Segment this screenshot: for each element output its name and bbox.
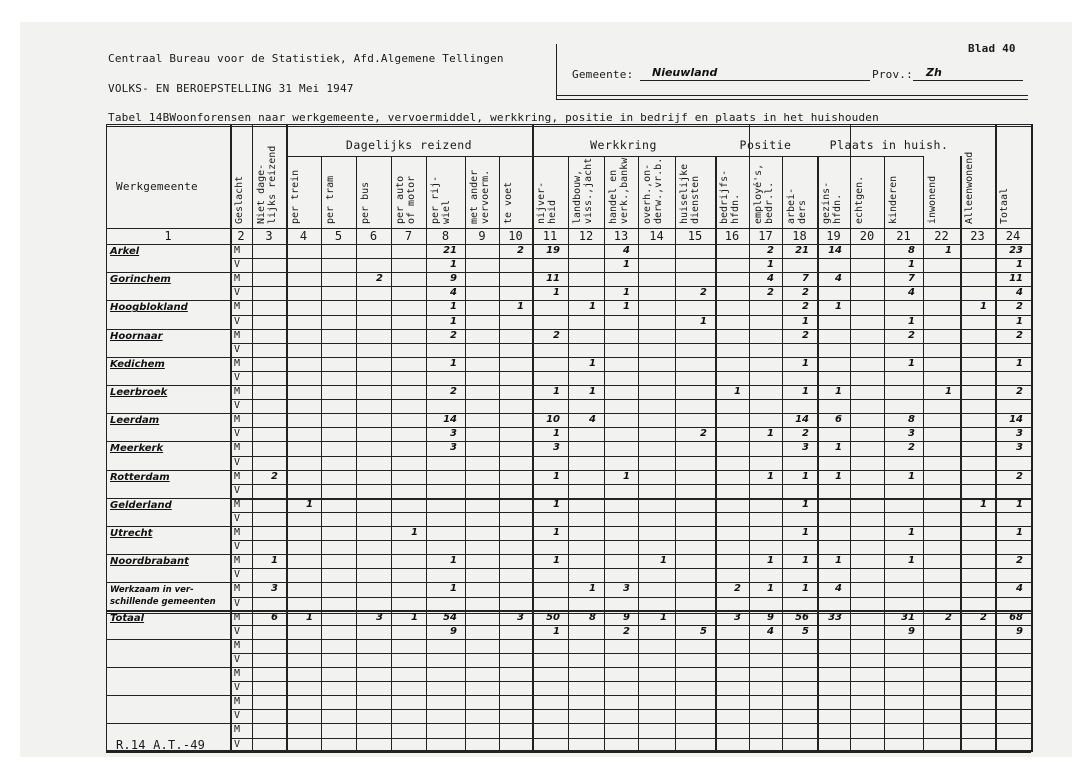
column-number: 2 [237, 229, 245, 243]
column-number: 13 [613, 229, 629, 243]
cell-value: 56 [795, 611, 809, 623]
column-divider [230, 124, 232, 752]
sex-label: V [234, 456, 241, 468]
row-line [230, 484, 1031, 485]
sex-label: V [234, 710, 241, 722]
cell-value: 4 [767, 625, 774, 637]
cell-value: 68 [1009, 611, 1023, 623]
cell-value: 8 [908, 245, 915, 256]
cell-value: 1 [660, 611, 667, 623]
cell-value: 9 [623, 611, 630, 623]
column-header-20: echtgen. [854, 175, 865, 224]
bureau-heading: Centraal Bureau voor de Statistiek, Afd.Algemene Tellingen [108, 52, 504, 65]
cell-value: 2 [450, 329, 457, 341]
cell-value: 1 [802, 527, 809, 538]
sex-label: M [234, 555, 241, 567]
cell-value: 21 [443, 245, 457, 256]
cell-value: 1 [835, 301, 842, 313]
grid-line [286, 156, 731, 157]
census-sheet [20, 22, 1072, 757]
column-divider [675, 156, 676, 752]
column-header-11: nijver- heid [536, 181, 558, 224]
cell-value: 2 [980, 611, 987, 623]
column-number: 12 [578, 229, 594, 243]
column-header-19: gezins- hfdn. [821, 181, 843, 224]
sex-label: M [234, 639, 241, 651]
place-name: Meerkerk [110, 443, 164, 455]
cell-value: 1 [553, 527, 560, 538]
cell-value: 9 [767, 611, 774, 623]
column-header-4: per trein [290, 169, 301, 224]
column-number: 22 [934, 229, 949, 243]
sex-label: V [234, 259, 241, 271]
cell-value: 1 [623, 287, 630, 299]
cell-value: 1 [734, 386, 741, 397]
cell-value: 2 [1016, 301, 1023, 313]
column-divider [391, 156, 392, 752]
row-line [230, 597, 1031, 598]
column-header-17: employé's, bedr.l. [753, 163, 775, 224]
column-number: 1 [164, 229, 172, 243]
prov-label: Prov.: [872, 68, 913, 81]
sex-label: M [234, 245, 241, 256]
cell-value: 3 [553, 442, 560, 454]
grid-line [106, 126, 1031, 127]
cell-value: 1 [802, 386, 809, 397]
cell-value: 3 [623, 583, 630, 595]
cell-value: 14 [443, 414, 457, 426]
column-number: 14 [649, 229, 664, 243]
group-plaats: Plaats in huish. [829, 138, 949, 152]
column-number: 9 [478, 229, 486, 243]
cell-value: 3 [1016, 428, 1023, 440]
cell-value: 1 [767, 583, 774, 595]
cell-value: 1 [767, 428, 774, 440]
column-divider [356, 156, 357, 752]
sex-label: V [234, 597, 241, 609]
cell-value: 9 [1016, 625, 1023, 637]
cell-value: 2 [517, 245, 524, 256]
row-line [230, 371, 1031, 372]
column-number: 10 [508, 229, 523, 243]
sex-label: M [234, 498, 241, 510]
cell-value: 1 [1016, 498, 1023, 510]
cell-value: 1 [450, 555, 457, 567]
sex-label: V [234, 400, 241, 412]
cell-value: 1 [271, 555, 278, 567]
cell-value: 1 [589, 386, 596, 397]
place-name: Hoogblokland [110, 302, 188, 314]
prov-value: Zh [926, 66, 942, 79]
cell-value: 1 [623, 259, 630, 271]
row-line [230, 653, 1031, 654]
sex-label: V [234, 428, 241, 440]
cell-value: 2 [734, 583, 741, 595]
column-divider [252, 124, 253, 752]
column-header-21: kinderen [888, 175, 899, 224]
column-number: 4 [299, 229, 308, 243]
column-header-22: inwonend [927, 175, 938, 224]
cell-value: 1 [553, 428, 560, 440]
cell-value: 3 [376, 611, 383, 623]
cell-value: 1 [411, 527, 418, 538]
cell-value: 2 [908, 442, 915, 454]
sex-label: V [234, 625, 241, 637]
cell-value: 2 [802, 301, 809, 313]
cell-value: 54 [443, 611, 457, 623]
cell-value: 2 [1016, 386, 1023, 397]
row-line [230, 568, 1031, 569]
row-line [106, 667, 1031, 668]
cell-value: 14 [1009, 414, 1023, 426]
cell-value: 1 [553, 470, 560, 482]
cell-value: 4 [767, 273, 774, 285]
cell-value: 2 [802, 287, 809, 299]
section-divider [230, 498, 1031, 500]
cell-value: 9 [450, 273, 457, 285]
column-divider [106, 124, 107, 752]
werkgemeente-header: Werkgemeente [116, 180, 198, 193]
column-header-13: handel en verk.,bankw [608, 157, 630, 224]
cell-value: 8 [908, 414, 915, 426]
cell-value: 2 [1016, 555, 1023, 567]
cell-value: 1 [802, 357, 809, 369]
cell-value: 1 [306, 498, 313, 510]
column-header-9: met ander vervoerm. [469, 169, 491, 224]
cell-value: 1 [802, 555, 809, 567]
column-divider [850, 124, 851, 752]
cell-value: 1 [908, 315, 915, 327]
cell-value: 1 [908, 555, 915, 567]
column-header-6: per bus [360, 181, 371, 224]
cell-value: 6 [835, 414, 842, 426]
cell-value: 4 [589, 414, 596, 426]
row-line [230, 738, 1031, 739]
column-divider [568, 156, 569, 752]
cell-value: 1 [945, 386, 952, 397]
row-line [230, 709, 1031, 710]
sex-label: M [234, 611, 241, 623]
sex-label: M [234, 583, 241, 595]
cell-value: 1 [450, 357, 457, 369]
place-name: Arkel [110, 246, 140, 257]
cell-value: 1 [450, 583, 457, 595]
cell-value: 1 [1016, 315, 1023, 327]
cell-value: 2 [802, 428, 809, 440]
cell-value: 4 [908, 287, 915, 299]
place-name: Noordbrabant [110, 556, 189, 568]
place-name: Gorinchem [110, 274, 171, 286]
sex-label: M [234, 470, 241, 482]
column-header-18: arbei- ders [786, 187, 808, 224]
place-name: Leerbroek [110, 387, 168, 398]
cell-value: 11 [1009, 273, 1023, 285]
cell-value: 33 [828, 611, 842, 623]
column-divider [465, 156, 466, 752]
column-number: 17 [758, 229, 773, 243]
cell-value: 1 [908, 470, 915, 482]
census-heading: VOLKS- EN BEROEPSTELLING 31 Mei 1947 [108, 82, 354, 95]
cell-value: 19 [546, 245, 560, 256]
sex-label: M [234, 724, 241, 736]
cell-value: 9 [450, 625, 457, 637]
cell-value: 1 [945, 245, 952, 256]
cell-value: 1 [553, 386, 560, 397]
cell-value: 1 [553, 555, 560, 567]
cell-value: 1 [802, 498, 809, 510]
cell-value: 1 [589, 583, 596, 595]
cell-value: 2 [376, 273, 383, 285]
cell-value: 1 [623, 301, 630, 313]
cell-value: 21 [795, 245, 809, 256]
sex-label: M [234, 527, 241, 538]
cell-value: 1 [1016, 357, 1023, 369]
cell-value: 1 [980, 301, 987, 313]
row-line [230, 512, 1031, 513]
sex-label: V [234, 371, 241, 383]
column-header-3: Niet dage- lijks reizend [256, 145, 278, 224]
column-number: 24 [1005, 229, 1021, 243]
sex-label: V [234, 343, 241, 355]
sex-label: V [234, 682, 241, 694]
cell-value: 1 [802, 315, 809, 327]
row-line [230, 399, 1031, 400]
cell-value: 1 [802, 583, 809, 595]
column-number: 8 [441, 229, 450, 243]
cell-value: 1 [553, 287, 560, 299]
cell-value: 31 [901, 611, 915, 623]
cell-value: 1 [1016, 259, 1023, 271]
cell-value: 4 [450, 287, 457, 299]
column-number: 3 [265, 229, 273, 243]
cell-value: 9 [908, 625, 915, 637]
cell-value: 7 [802, 273, 809, 285]
cell-value: 10 [546, 414, 560, 426]
cell-value: 3 [450, 428, 457, 440]
grid-line [106, 124, 1031, 125]
row-line [106, 639, 1031, 640]
column-number: 21 [896, 229, 911, 243]
sex-label: M [234, 273, 241, 285]
place-name: Werkzaam in ver- schillende gemeenten [110, 585, 216, 608]
cell-value: 2 [802, 329, 809, 341]
sex-label: V [234, 484, 241, 496]
column-number: 11 [542, 229, 558, 243]
row-line [106, 695, 1031, 696]
column-number: 20 [859, 229, 875, 243]
cell-value: 1 [767, 259, 774, 271]
cell-value: 1 [802, 470, 809, 482]
cell-value: 4 [835, 273, 842, 285]
sex-label: V [234, 315, 241, 327]
column-header-16: bedrijfs- hfdn. [719, 169, 741, 224]
cell-value: 1 [306, 611, 313, 623]
sex-label: M [234, 329, 241, 341]
column-header-14: overh.,on- derw.,vr.b. [642, 157, 664, 224]
sex-label: V [234, 287, 241, 299]
cell-value: 3 [271, 583, 278, 595]
cell-value: 3 [1016, 442, 1023, 454]
table-title: Tabel 14BWoonforensen naar werkgemeente, vervoermiddel, werkkring, positie in bedrijf en plaats in het huishouden [108, 111, 879, 124]
cell-value: 3 [450, 442, 457, 454]
place-name: Rotterdam [110, 471, 170, 483]
column-header-10: te voet [503, 181, 514, 224]
cell-value: 2 [767, 245, 774, 256]
group-positie: Positie [739, 138, 792, 152]
column-header-23: Alleenwonend [964, 151, 975, 224]
cell-value: 3 [802, 442, 809, 454]
gemeente-value: Nieuwland [652, 66, 718, 79]
column-number: 15 [687, 229, 703, 243]
group-werkkring: Werkkring [590, 138, 657, 152]
cell-value: 1 [623, 470, 630, 482]
cell-value: 1 [589, 301, 596, 313]
cell-value: 4 [835, 583, 842, 595]
cell-value: 1 [908, 527, 915, 538]
cell-value: 2 [450, 386, 457, 397]
column-divider [1031, 124, 1033, 752]
cell-value: 1 [835, 470, 842, 482]
cell-value: 50 [546, 611, 560, 623]
cell-value: 14 [795, 414, 809, 426]
sex-label: V [234, 653, 241, 665]
column-number: 7 [404, 229, 413, 243]
cell-value: 3 [734, 611, 741, 623]
cell-value: 2 [700, 428, 707, 440]
cell-value: 2 [553, 329, 560, 341]
cell-value: 14 [828, 245, 842, 256]
cell-value: 1 [1016, 527, 1023, 538]
cell-value: 1 [908, 357, 915, 369]
cell-value: 1 [835, 442, 842, 454]
gemeente-label: Gemeente: [572, 68, 634, 81]
grid-line [715, 156, 923, 157]
cell-value: 2 [1016, 329, 1023, 341]
cell-value: 1 [517, 301, 524, 313]
column-divider [321, 156, 322, 752]
row-line [230, 343, 1031, 344]
cell-value: 1 [835, 555, 842, 567]
cell-value: 4 [1016, 287, 1023, 299]
column-divider [715, 156, 717, 752]
place-name: Gelderland [110, 499, 172, 511]
column-header-5: per tram [325, 175, 336, 224]
column-number: 6 [369, 229, 378, 243]
column-header-12: landbouw, viss.,jacht [572, 157, 594, 224]
cell-value: 1 [450, 301, 457, 313]
cell-value: 11 [546, 273, 560, 285]
cell-value: 5 [700, 625, 707, 637]
column-number: 19 [826, 229, 841, 243]
column-number: 23 [970, 229, 985, 243]
cell-value: 7 [908, 273, 915, 285]
place-name: Totaal [110, 612, 145, 624]
sex-label: V [234, 569, 241, 581]
sex-label: V [234, 512, 241, 524]
row-line [106, 752, 1031, 753]
cell-value: 2 [908, 329, 915, 341]
place-name: Leerdam [110, 415, 160, 427]
sex-label: M [234, 301, 241, 313]
sex-label: M [234, 668, 241, 679]
sex-label: M [234, 442, 241, 454]
cell-value: 1 [411, 611, 418, 623]
cell-value: 2 [623, 625, 630, 637]
column-header-8: per rij- wiel [430, 175, 452, 224]
column-divider [638, 156, 639, 752]
cell-value: 1 [660, 555, 667, 567]
cell-value: 8 [589, 611, 596, 623]
sex-label: M [234, 357, 241, 369]
column-divider [286, 124, 288, 752]
sex-label: V [234, 738, 241, 750]
cell-value: 2 [1016, 470, 1023, 482]
sex-label: M [234, 696, 241, 708]
cell-value: 1 [767, 470, 774, 482]
sex-label: V [234, 541, 241, 553]
column-number: 16 [724, 229, 740, 243]
row-line [106, 723, 1031, 724]
cell-value: 1 [835, 386, 842, 397]
row-line [230, 456, 1031, 457]
column-header-2: Geslacht [234, 175, 245, 224]
cell-value: 4 [1016, 583, 1023, 595]
column-number: 18 [792, 229, 807, 243]
cell-value: 2 [700, 287, 707, 299]
cell-value: 1 [553, 625, 560, 637]
cell-value: 5 [802, 625, 809, 637]
cell-value: 2 [271, 470, 278, 482]
place-name: Hoornaar [110, 330, 163, 342]
table-bottom [106, 750, 1031, 752]
group-dagelijks: Dagelijks reizend [345, 138, 473, 152]
cell-value: 4 [623, 245, 630, 256]
cell-value: 1 [980, 498, 987, 510]
cell-value: 1 [450, 315, 457, 327]
cell-value: 1 [589, 357, 596, 369]
cell-value: 1 [767, 555, 774, 567]
cell-value: 1 [908, 259, 915, 271]
column-header-24: Totaal [999, 187, 1010, 224]
column-divider [960, 156, 962, 752]
cell-value: 3 [517, 611, 524, 623]
column-header-7: per auto of motor [395, 175, 417, 224]
row-line [230, 540, 1031, 541]
cell-value: 3 [908, 428, 915, 440]
cell-value: 1 [553, 498, 560, 510]
cell-value: 2 [767, 287, 774, 299]
sheet-number: Blad 40 [968, 42, 1016, 55]
column-header-15: huiselijke diensten [679, 163, 701, 224]
sex-label: M [234, 386, 241, 397]
cell-value: 1 [700, 315, 707, 327]
cell-value: 23 [1009, 245, 1023, 256]
cell-value: 1 [450, 259, 457, 271]
place-name: Utrecht [110, 528, 153, 539]
column-number: 5 [334, 229, 343, 243]
row-line [230, 681, 1031, 682]
place-name: Kedichem [110, 358, 165, 370]
cell-value: 6 [271, 611, 278, 623]
cell-value: 2 [945, 611, 952, 623]
sex-label: M [234, 414, 241, 426]
form-code: R.14 A.T.-49 [116, 738, 206, 752]
